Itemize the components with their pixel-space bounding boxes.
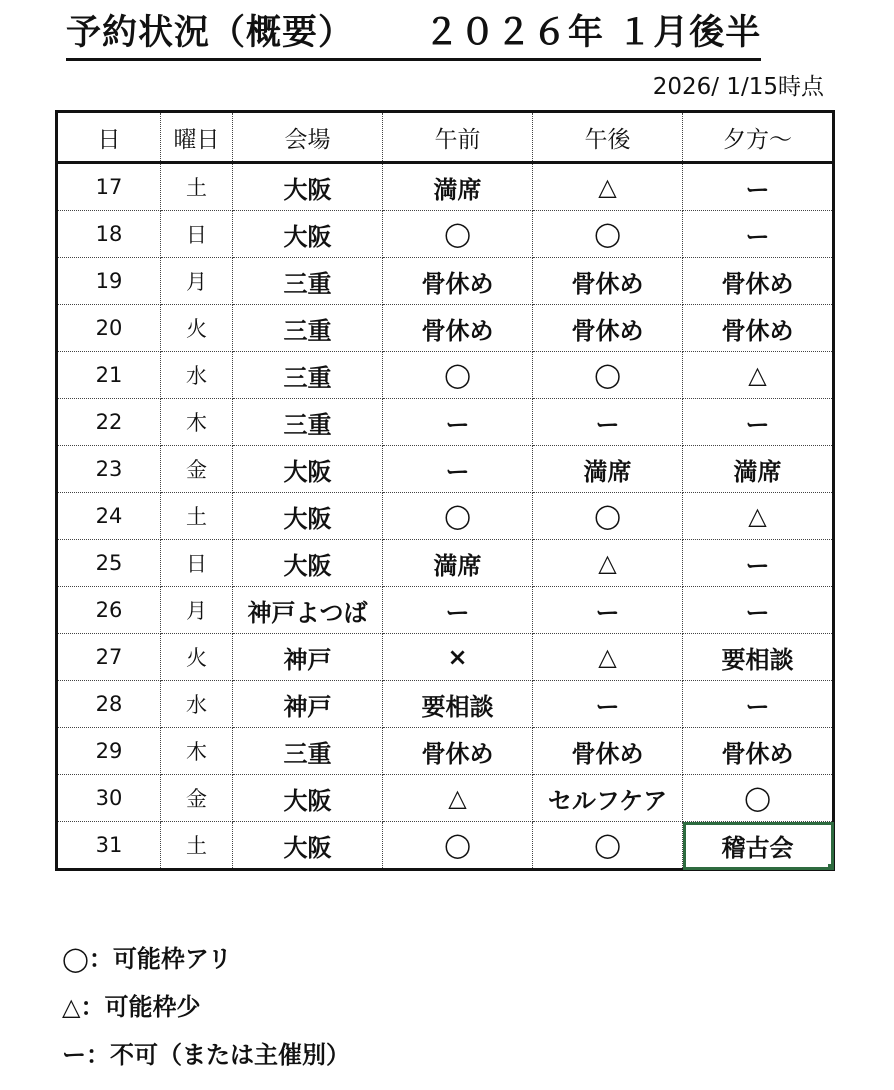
cell-venue[interactable]: 大阪: [233, 822, 383, 870]
cell-afternoon[interactable]: ◯: [533, 493, 683, 540]
cell-venue[interactable]: 大阪: [233, 446, 383, 493]
cell-afternoon[interactable]: 骨休め: [533, 305, 683, 352]
cell-venue[interactable]: 大阪: [233, 540, 383, 587]
cell-afternoon[interactable]: ー: [533, 587, 683, 634]
cell-weekday[interactable]: 火: [161, 634, 233, 681]
table-row: [57, 634, 834, 681]
table-row: [57, 352, 834, 399]
cell-venue[interactable]: 三重: [233, 728, 383, 775]
cell-weekday[interactable]: 金: [161, 446, 233, 493]
cell-weekday[interactable]: 金: [161, 775, 233, 822]
legend-item-available: ◯：可能枠アリ: [62, 945, 232, 973]
header-row: [57, 112, 834, 163]
cell-day[interactable]: 25: [57, 540, 161, 587]
cell-evening-selected[interactable]: 稽古会: [683, 822, 834, 870]
cell-evening[interactable]: ー: [683, 587, 834, 634]
cell-venue[interactable]: 三重: [233, 258, 383, 305]
cell-afternoon[interactable]: セルフケア: [533, 775, 683, 822]
cell-venue[interactable]: 神戸: [233, 634, 383, 681]
cell-evening[interactable]: ◯: [683, 775, 834, 822]
table-row: [57, 775, 834, 822]
column-header-afternoon[interactable]: 午後: [533, 112, 683, 163]
cell-morning[interactable]: ×: [383, 634, 533, 681]
cell-afternoon[interactable]: 骨休め: [533, 258, 683, 305]
cell-weekday[interactable]: 水: [161, 352, 233, 399]
cell-day[interactable]: 24: [57, 493, 161, 540]
table-row: [57, 587, 834, 634]
cell-day[interactable]: 28: [57, 681, 161, 728]
cell-weekday[interactable]: 木: [161, 728, 233, 775]
table-row: [57, 305, 834, 352]
cell-venue[interactable]: 大阪: [233, 163, 383, 211]
table-row: [57, 258, 834, 305]
cell-evening[interactable]: 骨休め: [683, 258, 834, 305]
table-row: [57, 211, 834, 258]
cell-weekday[interactable]: 日: [161, 540, 233, 587]
cell-morning[interactable]: 満席: [383, 163, 533, 211]
cell-evening[interactable]: 要相談: [683, 634, 834, 681]
legend-item-unavailable: ー：不可（または主催別）: [62, 1041, 350, 1069]
column-header-evening[interactable]: 夕方～: [683, 112, 834, 163]
cell-day[interactable]: 29: [57, 728, 161, 775]
cell-afternoon[interactable]: ー: [533, 681, 683, 728]
cell-morning[interactable]: 満席: [383, 540, 533, 587]
cell-evening[interactable]: 骨休め: [683, 728, 834, 775]
cell-morning[interactable]: ◯: [383, 211, 533, 258]
cell-day[interactable]: 21: [57, 352, 161, 399]
cell-morning[interactable]: ー: [383, 587, 533, 634]
cell-afternoon[interactable]: 骨休め: [533, 728, 683, 775]
cell-weekday[interactable]: 木: [161, 399, 233, 446]
cell-afternoon[interactable]: ◯: [533, 211, 683, 258]
cell-venue[interactable]: 大阪: [233, 211, 383, 258]
cell-afternoon[interactable]: △: [533, 163, 683, 211]
cell-day[interactable]: 17: [57, 163, 161, 211]
cell-venue[interactable]: 大阪: [233, 493, 383, 540]
cell-weekday[interactable]: 土: [161, 163, 233, 211]
cell-evening[interactable]: ー: [683, 540, 834, 587]
cell-evening[interactable]: ー: [683, 399, 834, 446]
cell-weekday[interactable]: 月: [161, 587, 233, 634]
cell-weekday[interactable]: 土: [161, 493, 233, 540]
cell-venue[interactable]: 三重: [233, 352, 383, 399]
cell-evening[interactable]: ー: [683, 681, 834, 728]
column-header-day[interactable]: 日: [57, 112, 161, 163]
cell-evening[interactable]: △: [683, 493, 834, 540]
cell-weekday[interactable]: 月: [161, 258, 233, 305]
cell-venue[interactable]: 三重: [233, 399, 383, 446]
cell-morning[interactable]: △: [383, 775, 533, 822]
cell-venue[interactable]: 神戸よつば: [233, 587, 383, 634]
cell-morning[interactable]: 骨休め: [383, 258, 533, 305]
table-row: [57, 681, 834, 728]
table-row: [57, 728, 834, 775]
table-row: [57, 163, 834, 211]
cell-venue[interactable]: 大阪: [233, 775, 383, 822]
cell-evening[interactable]: 満席: [683, 446, 834, 493]
cell-morning[interactable]: 要相談: [383, 681, 533, 728]
cell-afternoon[interactable]: ー: [533, 399, 683, 446]
legend: [62, 935, 350, 1079]
table-row: [57, 399, 834, 446]
cell-day[interactable]: 31: [57, 822, 161, 870]
cell-afternoon[interactable]: ◯: [533, 352, 683, 399]
table-row: [57, 446, 834, 493]
cell-weekday[interactable]: 土: [161, 822, 233, 870]
table-row: [57, 540, 834, 587]
column-header-venue[interactable]: 会場: [233, 112, 383, 163]
cell-weekday[interactable]: 水: [161, 681, 233, 728]
cell-morning[interactable]: ◯: [383, 352, 533, 399]
title-left: 予約状況（概要）: [66, 13, 355, 53]
title-right: ２０２６年 １月後半: [424, 13, 762, 53]
cell-morning[interactable]: ー: [383, 399, 533, 446]
cell-venue[interactable]: 神戸: [233, 681, 383, 728]
table-row: [57, 493, 834, 540]
cell-morning[interactable]: ◯: [383, 493, 533, 540]
schedule-table: [55, 110, 835, 871]
legend-item-few: △：可能枠少: [62, 993, 201, 1021]
cell-weekday[interactable]: 日: [161, 211, 233, 258]
cell-morning[interactable]: 骨休め: [383, 728, 533, 775]
cell-weekday[interactable]: 火: [161, 305, 233, 352]
column-header-morning[interactable]: 午前: [383, 112, 533, 163]
cell-evening[interactable]: ー: [683, 163, 834, 211]
cell-day[interactable]: 26: [57, 587, 161, 634]
column-header-weekday[interactable]: 曜日: [161, 112, 233, 163]
cell-evening[interactable]: 骨休め: [683, 305, 834, 352]
cell-afternoon[interactable]: △: [533, 634, 683, 681]
cell-afternoon[interactable]: △: [533, 540, 683, 587]
cell-day[interactable]: 18: [57, 211, 161, 258]
table-row: [57, 822, 834, 870]
page-title: [66, 8, 761, 61]
cell-day[interactable]: 30: [57, 775, 161, 822]
cell-morning[interactable]: ◯: [383, 822, 533, 870]
cell-day[interactable]: 23: [57, 446, 161, 493]
cell-afternoon[interactable]: ◯: [533, 822, 683, 870]
cell-day[interactable]: 19: [57, 258, 161, 305]
cell-evening[interactable]: △: [683, 352, 834, 399]
cell-day[interactable]: 22: [57, 399, 161, 446]
cell-venue[interactable]: 三重: [233, 305, 383, 352]
cell-evening[interactable]: ー: [683, 211, 834, 258]
cell-day[interactable]: 20: [57, 305, 161, 352]
cell-day[interactable]: 27: [57, 634, 161, 681]
cell-morning[interactable]: 骨休め: [383, 305, 533, 352]
cell-afternoon[interactable]: 満席: [533, 446, 683, 493]
cell-morning[interactable]: ー: [383, 446, 533, 493]
as-of-date: 2026/ 1/15時点: [652, 74, 824, 100]
